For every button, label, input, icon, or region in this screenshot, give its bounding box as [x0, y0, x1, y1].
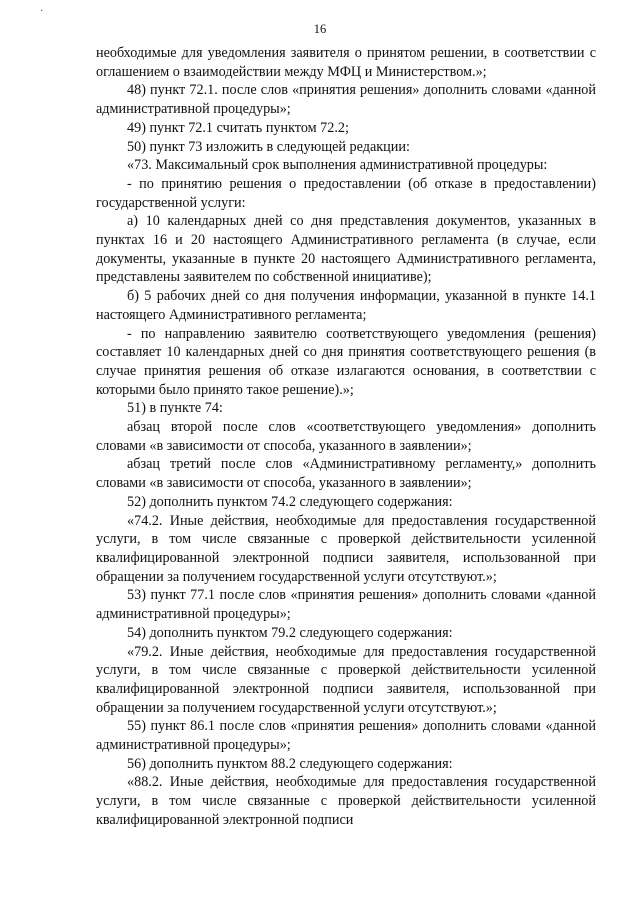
page-number: 16 — [313, 22, 327, 36]
paragraph: - по направлению заявителю соответствующего уведомления (решения) составляет 10 календарных дней со дня принятия соответствующего решения (в случае принятия решения об отказе излагаются основания, в соответствии с которыми было принято такое решение).»; — [96, 325, 596, 398]
paragraph: «73. Максимальный срок выполнения административной процедуры: — [127, 157, 548, 174]
paragraph: б) 5 рабочих дней со дня получения информации, указанной в пункте 14.1 настоящего Административного регламента; — [96, 288, 596, 323]
paragraph: необходимые для уведомления заявителя о принятом решении, в соответствии с оглашением о взаимодействии между МФЦ и Министерством.»; — [96, 45, 596, 80]
paragraph: 52) дополнить пунктом 74.2 следующего содержания: — [127, 493, 453, 510]
paragraph: 49) пункт 72.1 считать пунктом 72.2; — [127, 119, 349, 136]
paragraph: «79.2. Иные действия, необходимые для предоставления государственной услуги, в том числе связанные с проверкой действительности усиленной квалифицированной электронной подписи заявителя, использованной при обращении за получением государственной услуги отсутствуют.»; — [96, 643, 596, 716]
paragraph: 48) пункт 72.1. после слов «принятия решения» дополнить словами «данной административной процедуры»; — [96, 82, 596, 118]
paragraph: 55) пункт 86.1 после слов «принятия решения» дополнить словами «данной административной процедуры»; — [96, 718, 596, 754]
scan-mark: · — [40, 6, 44, 17]
paragraph: 56) дополнить пунктом 88.2 следующего содержания: — [127, 755, 453, 772]
paragraph: 50) пункт 73 изложить в следующей редакции: — [127, 138, 410, 155]
paragraph: - по принятию решения о предоставлении (об отказе в предоставлении) государственной услуги: — [96, 175, 596, 211]
paragraph: а) 10 календарных дней со дня представления документов, указанных в пунктах 16 и 20 настоящего Административного регламента (в случае, если документы, указанные в пункте 20 настоящего Административного регламента, представлены заявителем по собственной инициативе); — [96, 213, 596, 286]
paragraph: абзац второй после слов «соответствующего уведомления» дополнить словами «в зависимости от способа, указанного в заявлении»; — [96, 419, 596, 454]
paragraph: «74.2. Иные действия, необходимые для предоставления государственной услуги, в том числе связанные с проверкой действительности усиленной квалифицированной электронной подписи заявителя, использованной при обращении за получением государственной услуги отсутствуют.»; — [96, 512, 596, 585]
paragraph: 51) в пункте 74: — [127, 400, 223, 417]
paragraph: «88.2. Иные действия, необходимые для предоставления государственной услуги, в том числе связанные с проверкой действительности усиленной квалифицированной электронной подписи — [96, 774, 596, 828]
paragraph: 53) пункт 77.1 после слов «принятия решения» дополнить словами «данной административной процедуры»; — [96, 587, 596, 623]
paragraph: 54) дополнить пунктом 79.2 следующего содержания: — [127, 624, 453, 641]
paragraph: абзац третий после слов «Административному регламенту,» дополнить словами «в зависимости от способа, указанного в заявлении»; — [96, 456, 596, 492]
document-body — [96, 44, 596, 830]
